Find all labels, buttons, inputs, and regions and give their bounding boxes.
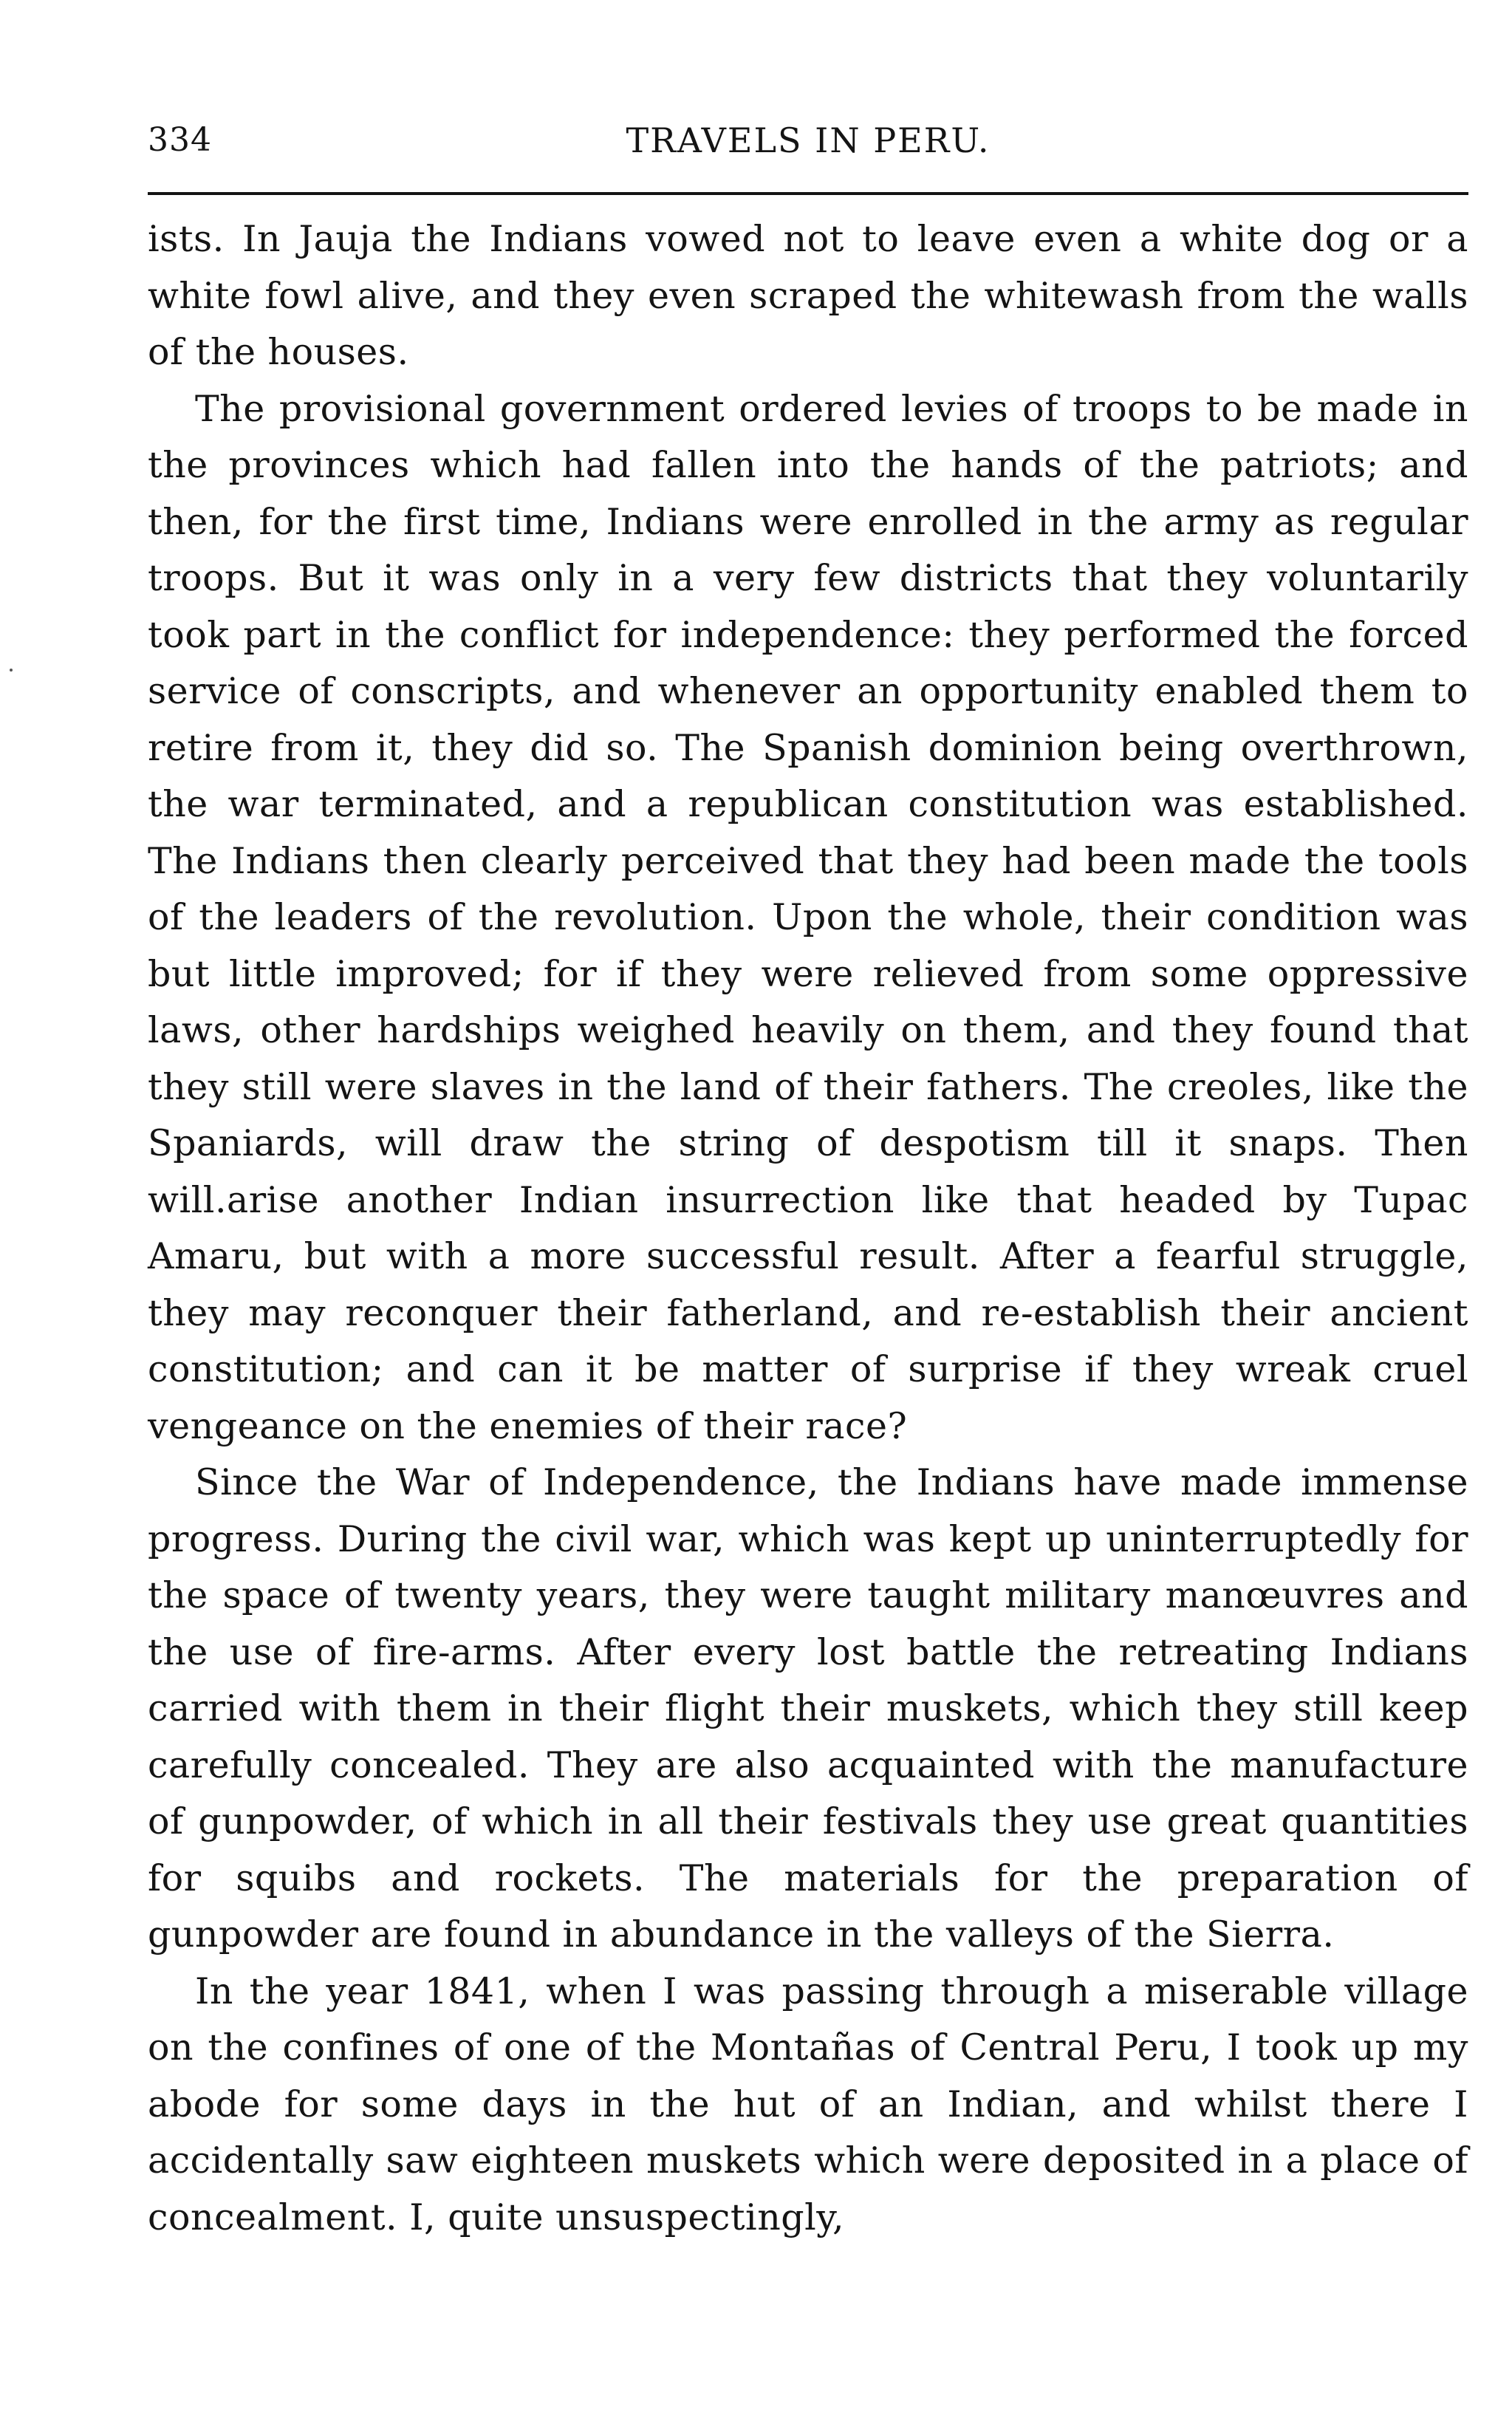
- page-number: 334: [148, 121, 212, 159]
- paragraph: The provisional government ordered levies of troops to be made in the provinces which had fallen into the hands of the patriots; and then, for the first time, Indians were enrolled in the army as regular troops. But it was only in a very few districts that they voluntarily took part in the conflict for independence: they performed the forced service of conscripts, and whenever an opportunity enabled them to retire from it, they did so. The Spanish dominion being overthrown, the war terminated, and a republican constitution was established. The Indians then clearly perceived that they had been made the tools of the leaders of the revolution. Upon the whole, their condition was but little improved; for if they were relieved from some oppressive laws, other hardships weighed heavily on them, and they found that they still were slaves in the land of their fathers. The creoles, like the Spaniards, will draw the string of despotism till it snaps. Then will.arise another Indian insurrection like that headed by Tupac Amaru, but with a more successful result. After a fearful struggle, they may reconquer their fatherland, and re-establish their ancient constitution; and can it be matter of surprise if they wreak cruel vengeance on the enemies of their race?: [148, 387, 1468, 1447]
- paragraph: Since the War of Independence, the Indians have made immense progress. During the civil war, which was kept up uninterruptedly for the space of twenty years, they were taught military manœuvres and the use of fire-arms. After every lost battle the retreating Indians carried with them in their flight their muskets, which they still keep carefully concealed. They are also acquainted with the manufacture of gunpowder, of which in all their festivals they use great quantities for squibs and rockets. The materials for the preparation of gunpowder are found in abundance in the valleys of the Sierra.: [148, 1461, 1468, 1955]
- margin-speck: [10, 669, 13, 672]
- running-title: TRAVELS IN PERU.: [626, 120, 991, 160]
- header-rule: [148, 192, 1468, 195]
- paragraph-continued: ists. In Jauja the Indians vowed not to leave even a white dog or a white fowl alive, and they even scraped the whitewash from the walls of the houses.: [148, 218, 1468, 373]
- body-text: [148, 211, 1468, 2246]
- paragraph: In the year 1841, when I was passing through a miserable village on the confines of one of the Montañas of Central Peru, I took up my abode for some days in the hut of an Indian, and whilst there I accidentally saw eighteen muskets which were deposited in a place of concealment. I, quite unsuspectingly,: [148, 1970, 1468, 2238]
- page-header: [148, 118, 1468, 170]
